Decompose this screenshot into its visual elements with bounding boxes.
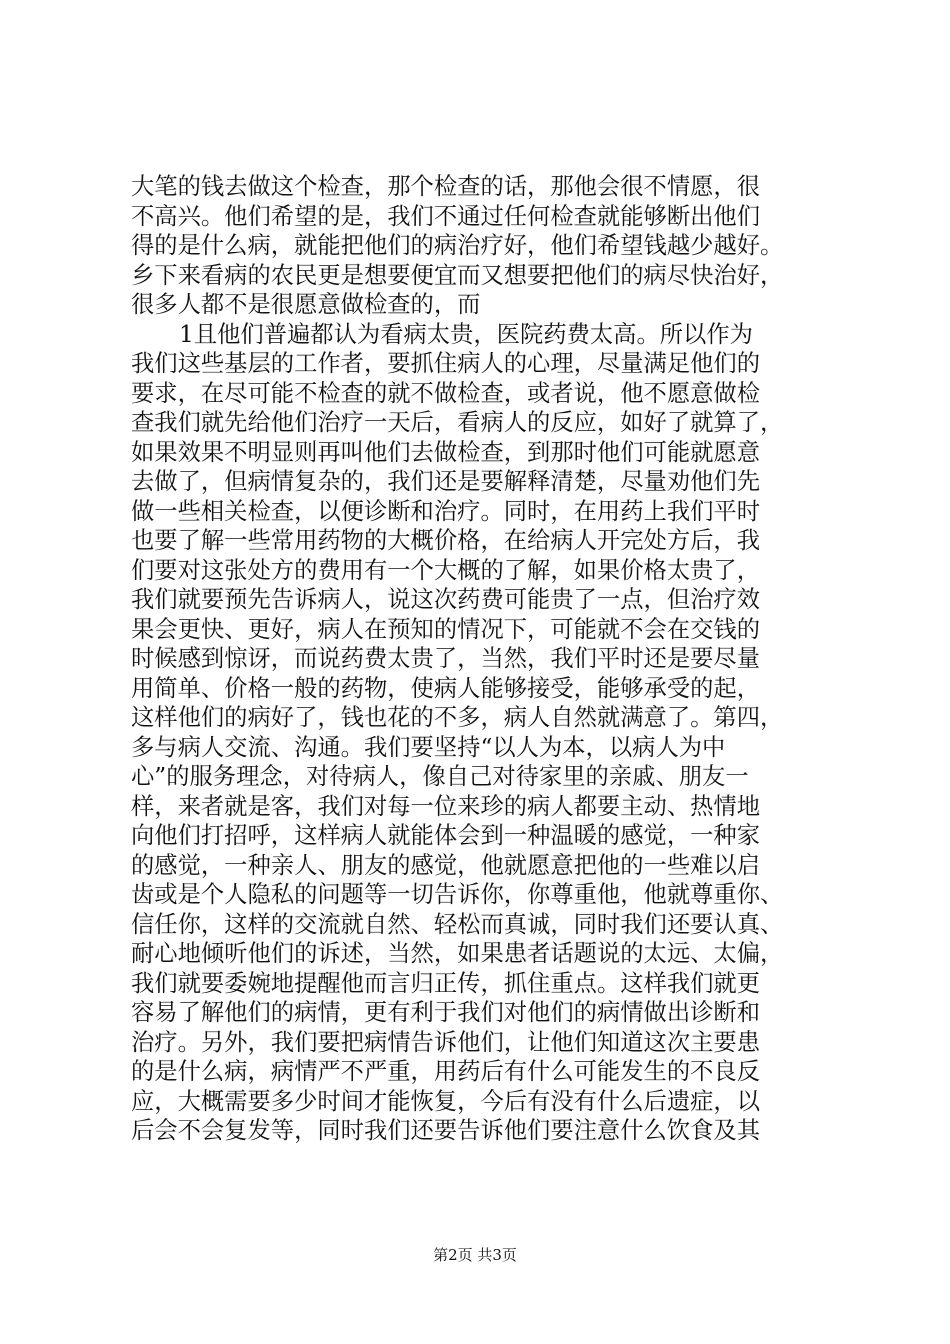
text-line: 信任你，这样的交流就自然、轻松而真诚，同时我们还要认真、: [131, 910, 784, 938]
text-line: 的感觉，一种亲人、朋友的感觉，他就愿意把他的一些难以启: [131, 851, 761, 879]
text-line: 果会更快、更好，病人在预知的情况下，可能就不会在交钱的: [131, 615, 761, 643]
text-line: 很多人都不是很愿意做检查的，而: [131, 291, 481, 318]
text-line: 向他们打招呼，这样病人就能体会到一种温暖的感觉，一种家: [131, 822, 761, 849]
text-line: 治疗。另外，我们要把病情告诉他们，让他们知道这次主要患: [131, 1028, 761, 1056]
text-line: 我们这些基层的工作者，要抓住病人的心理，尽量满足他们的: [131, 350, 761, 377]
body-text: [131, 172, 831, 1146]
text-line: 我们就要委婉地提醒他而言归正传，抓住重点。这样我们就更: [131, 969, 761, 997]
text-line: 如果效果不明显则再叫他们去做检查，到那时他们可能就愿意: [131, 438, 761, 466]
text-line: 大笔的钱去做这个检查，那个检查的话，那他会很不情愿，很: [131, 173, 761, 200]
text-line: 容易了解他们的病情，更有利于我们对他们的病情做出诊断和: [131, 999, 761, 1026]
text-line: 查我们就先给他们治疗一天后，看病人的反应，如好了就算了，: [131, 409, 784, 436]
text-line: 用简单、价格一般的药物，使病人能够接受，能够承受的起，: [131, 674, 761, 702]
text-line: 后会不会复发等，同时我们还要告诉他们要注意什么饮食及其: [131, 1117, 761, 1144]
text-line: 们要对这张处方的费用有一个大概的了解，如果价格太贵了，: [131, 556, 761, 584]
text-line: 时候感到惊讶，而说药费太贵了，当然，我们平时还是要尽量: [131, 645, 761, 672]
text-line: 也要了解一些常用药物的大概价格，在给病人开完处方后，我: [131, 527, 761, 554]
text-line: 样，来者就是客，我们对每一位来珍的病人都要主动、热情地: [131, 792, 761, 820]
text-line: 的是什么病，病情严不严重，用药后有什么可能发生的不良反: [131, 1058, 761, 1085]
text-line: 这样他们的病好了，钱也花的不多，病人自然就满意了。第四，: [131, 704, 784, 731]
text-line: 乡下来看病的农民更是想要便宜而又想要把他们的病尽快治好，: [131, 261, 784, 289]
page-footer: 第2页 共3页: [433, 1246, 517, 1264]
text-line: 多与病人交流、沟通。我们要坚持“以人为本，以病人为中: [131, 733, 726, 761]
text-line: 1且他们普遍都认为看病太贵，医院药费太高。所以作为: [179, 320, 753, 348]
text-line: 去做了，但病情复杂的，我们还是要解释清楚，尽量劝他们先: [131, 468, 761, 495]
text-line: 做一些相关检查，以便诊断和治疗。同时，在用药上我们平时: [131, 497, 761, 525]
text-line: 不高兴。他们希望的是，我们不通过任何检查就能够断出他们: [131, 202, 761, 230]
text-line: 要求，在尽可能不检查的就不做检查，或者说，他不愿意做检: [131, 379, 761, 407]
text-line: 心”的服务理念，对待病人，像自己对待家里的亲戚、朋友一: [131, 763, 749, 790]
text-line: 齿或是个人隐私的问题等一切告诉你，你尊重他，他就尊重你、: [131, 881, 784, 908]
text-line: 应，大概需要多少时间才能恢复，今后有没有什么后遗症，以: [131, 1087, 761, 1115]
text-line: 耐心地倾听他们的诉述，当然，如果患者话题说的太远、太偏，: [131, 940, 784, 967]
text-line: 我们就要预先告诉病人，说这次药费可能贵了一点，但治疗效: [131, 586, 761, 613]
text-line: 得的是什么病，就能把他们的病治疗好，他们希望钱越少越好。: [131, 232, 784, 259]
